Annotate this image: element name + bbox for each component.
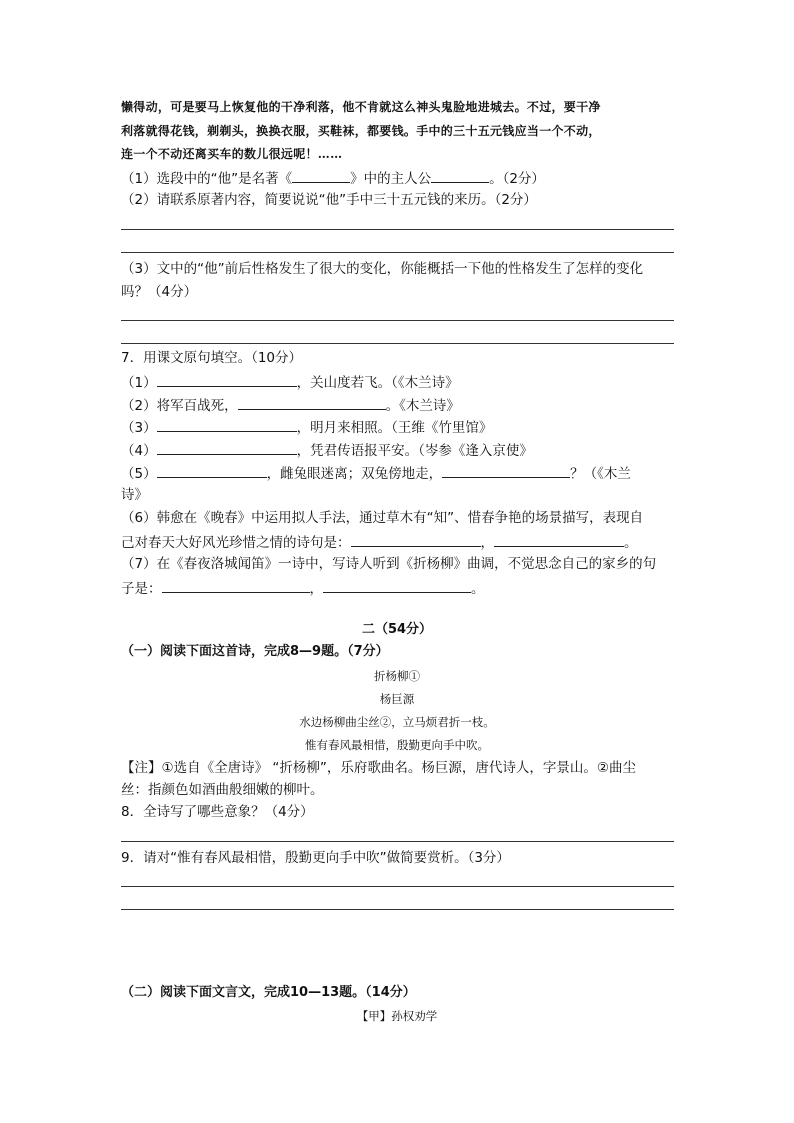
q7-blank-5b[interactable]: [442, 463, 570, 478]
q9-prompt: 9．请对“惟有春风最相惜，殷勤更向手中吹”做简要赏析。（3分）: [121, 850, 510, 866]
q7-item-2-text: （2）将军百战死，: [121, 398, 238, 414]
q8-prompt: 8．全诗写了哪些意象？（4分）: [121, 804, 314, 820]
q7-item-5-cont: 诗》: [121, 487, 148, 503]
poem-line-2: 惟有春风最相惜，殷勤更向手中吹。: [305, 738, 489, 752]
q7-item-7-sep: ，: [309, 581, 323, 597]
q6-part1-text-c: 。（2分）: [489, 171, 545, 187]
q7-item-2: [121, 395, 460, 415]
answer-line[interactable]: [121, 886, 674, 887]
q7-item-4: [121, 440, 533, 460]
section-heading: 二（54分）: [361, 622, 433, 637]
q6-part1: [121, 168, 545, 188]
part2-instructions: （二）阅读下面文言文，完成10—13题。（14分）: [121, 985, 416, 1000]
q7-item-5-source: ？（《木兰: [570, 466, 631, 482]
q7-item-5-num: （5）: [121, 466, 157, 482]
q7-blank-3[interactable]: [157, 417, 297, 432]
answer-line[interactable]: [121, 252, 674, 253]
q7-item-3-text: ，明月来相照。（王维《竹里馆》: [296, 420, 493, 436]
passage-line-1: 懒得动，可是要马上恢复他的干净利落，他不肯就这么神头鬼脸地进城去。不过，要干净: [121, 100, 601, 114]
answer-line[interactable]: [121, 320, 674, 321]
answer-line[interactable]: [121, 343, 674, 344]
q7-item-6-sep: ，: [480, 535, 494, 551]
poem-note-line2: 丝：指颜色如酒曲般细嫩的柳叶。: [121, 782, 324, 798]
q7-item-7-prompt: 子是：: [121, 581, 162, 597]
q7-item-6-line1: （6）韩愈在《晚春》中运用拟人手法，通过草木有“知”、惜春争艳的场景描写，表现自: [121, 510, 644, 526]
q7-item-3: [121, 417, 492, 437]
q6-part2: （2）请联系原著内容，简要说说“他”手中三十五元钱的来历。（2分）: [121, 192, 537, 208]
passage-line-3: 连一个不动还离买车的数儿很远呢！……: [121, 147, 343, 161]
q7-item-7-end: 。: [471, 581, 485, 597]
answer-line[interactable]: [121, 909, 674, 910]
q7-blank-6a[interactable]: [351, 532, 481, 547]
q6-book-blank[interactable]: [292, 168, 350, 183]
q7-item-4-text: ，凭君传语报平安。（岑参《逢入京使》: [296, 443, 533, 459]
poem-line-1: 水边杨柳曲尘丝②，立马烦君折一枝。: [299, 715, 495, 729]
q7-blank-5a[interactable]: [157, 463, 267, 478]
q7-item-6-line2: [121, 532, 638, 552]
q7-item-1: [121, 372, 459, 392]
q7-item-1-text: ，关山度若飞。（《木兰诗》: [296, 375, 459, 391]
q7-blank-4[interactable]: [157, 440, 297, 455]
q7-item-5: [121, 463, 631, 483]
q7-item-4-num: （4）: [121, 443, 157, 459]
q7-item-1-num: （1）: [121, 375, 157, 391]
q7-item-7-line2: [121, 578, 485, 598]
q7-blank-2[interactable]: [238, 395, 386, 410]
poem-title: 折杨柳①: [374, 669, 420, 683]
q7-title: 7．用课文原句填空。（10分）: [121, 350, 303, 366]
q7-item-6-end: 。: [624, 535, 638, 551]
part1-instructions: （一）阅读下面这首诗，完成8—9题。（7分）: [121, 644, 389, 659]
answer-line[interactable]: [121, 841, 674, 842]
q7-blank-7a[interactable]: [162, 578, 310, 593]
q7-item-6-prompt: 己对春天大好风光珍惜之情的诗句是：: [121, 535, 351, 551]
poem-note-line1: 【注】①选自《全唐诗》 “折杨柳”，乐府歌曲名。杨巨源，唐代诗人，字景山。②曲尘: [121, 760, 636, 776]
poem-author: 杨巨源: [379, 692, 415, 706]
q7-blank-1[interactable]: [157, 372, 297, 387]
q7-blank-6b[interactable]: [494, 532, 624, 547]
q7-blank-7b[interactable]: [323, 578, 471, 593]
q6-hero-blank[interactable]: [431, 168, 489, 183]
passage-line-2: 利落就得花钱，剃剃头，换换衣服，买鞋袜，都要钱。手中的三十五元钱应当一个不动，: [121, 124, 601, 138]
q7-item-5-text: ，雌兔眼迷离；双兔傍地走，: [266, 466, 443, 482]
q6-part1-text-a: （1）选段中的“他”是名著《: [121, 171, 293, 187]
q7-item-7-line1: （7）在《春夜洛城闻笛》一诗中，写诗人听到《折杨柳》曲调，不觉思念自己的家乡的句: [121, 556, 657, 572]
part2-title: 【甲】孙权劝学: [356, 1009, 438, 1023]
q7-item-3-num: （3）: [121, 420, 157, 436]
q6-part1-text-b: 》中的主人公: [350, 171, 432, 187]
q6-part3-line2: 吗？（4分）: [121, 284, 198, 300]
q6-part3-line1: （3）文中的“他”前后性格发生了很大的变化，你能概括一下他的性格发生了怎样的变化: [121, 261, 644, 277]
q7-item-2-source: 。《木兰诗》: [385, 398, 460, 414]
answer-line[interactable]: [121, 229, 674, 230]
